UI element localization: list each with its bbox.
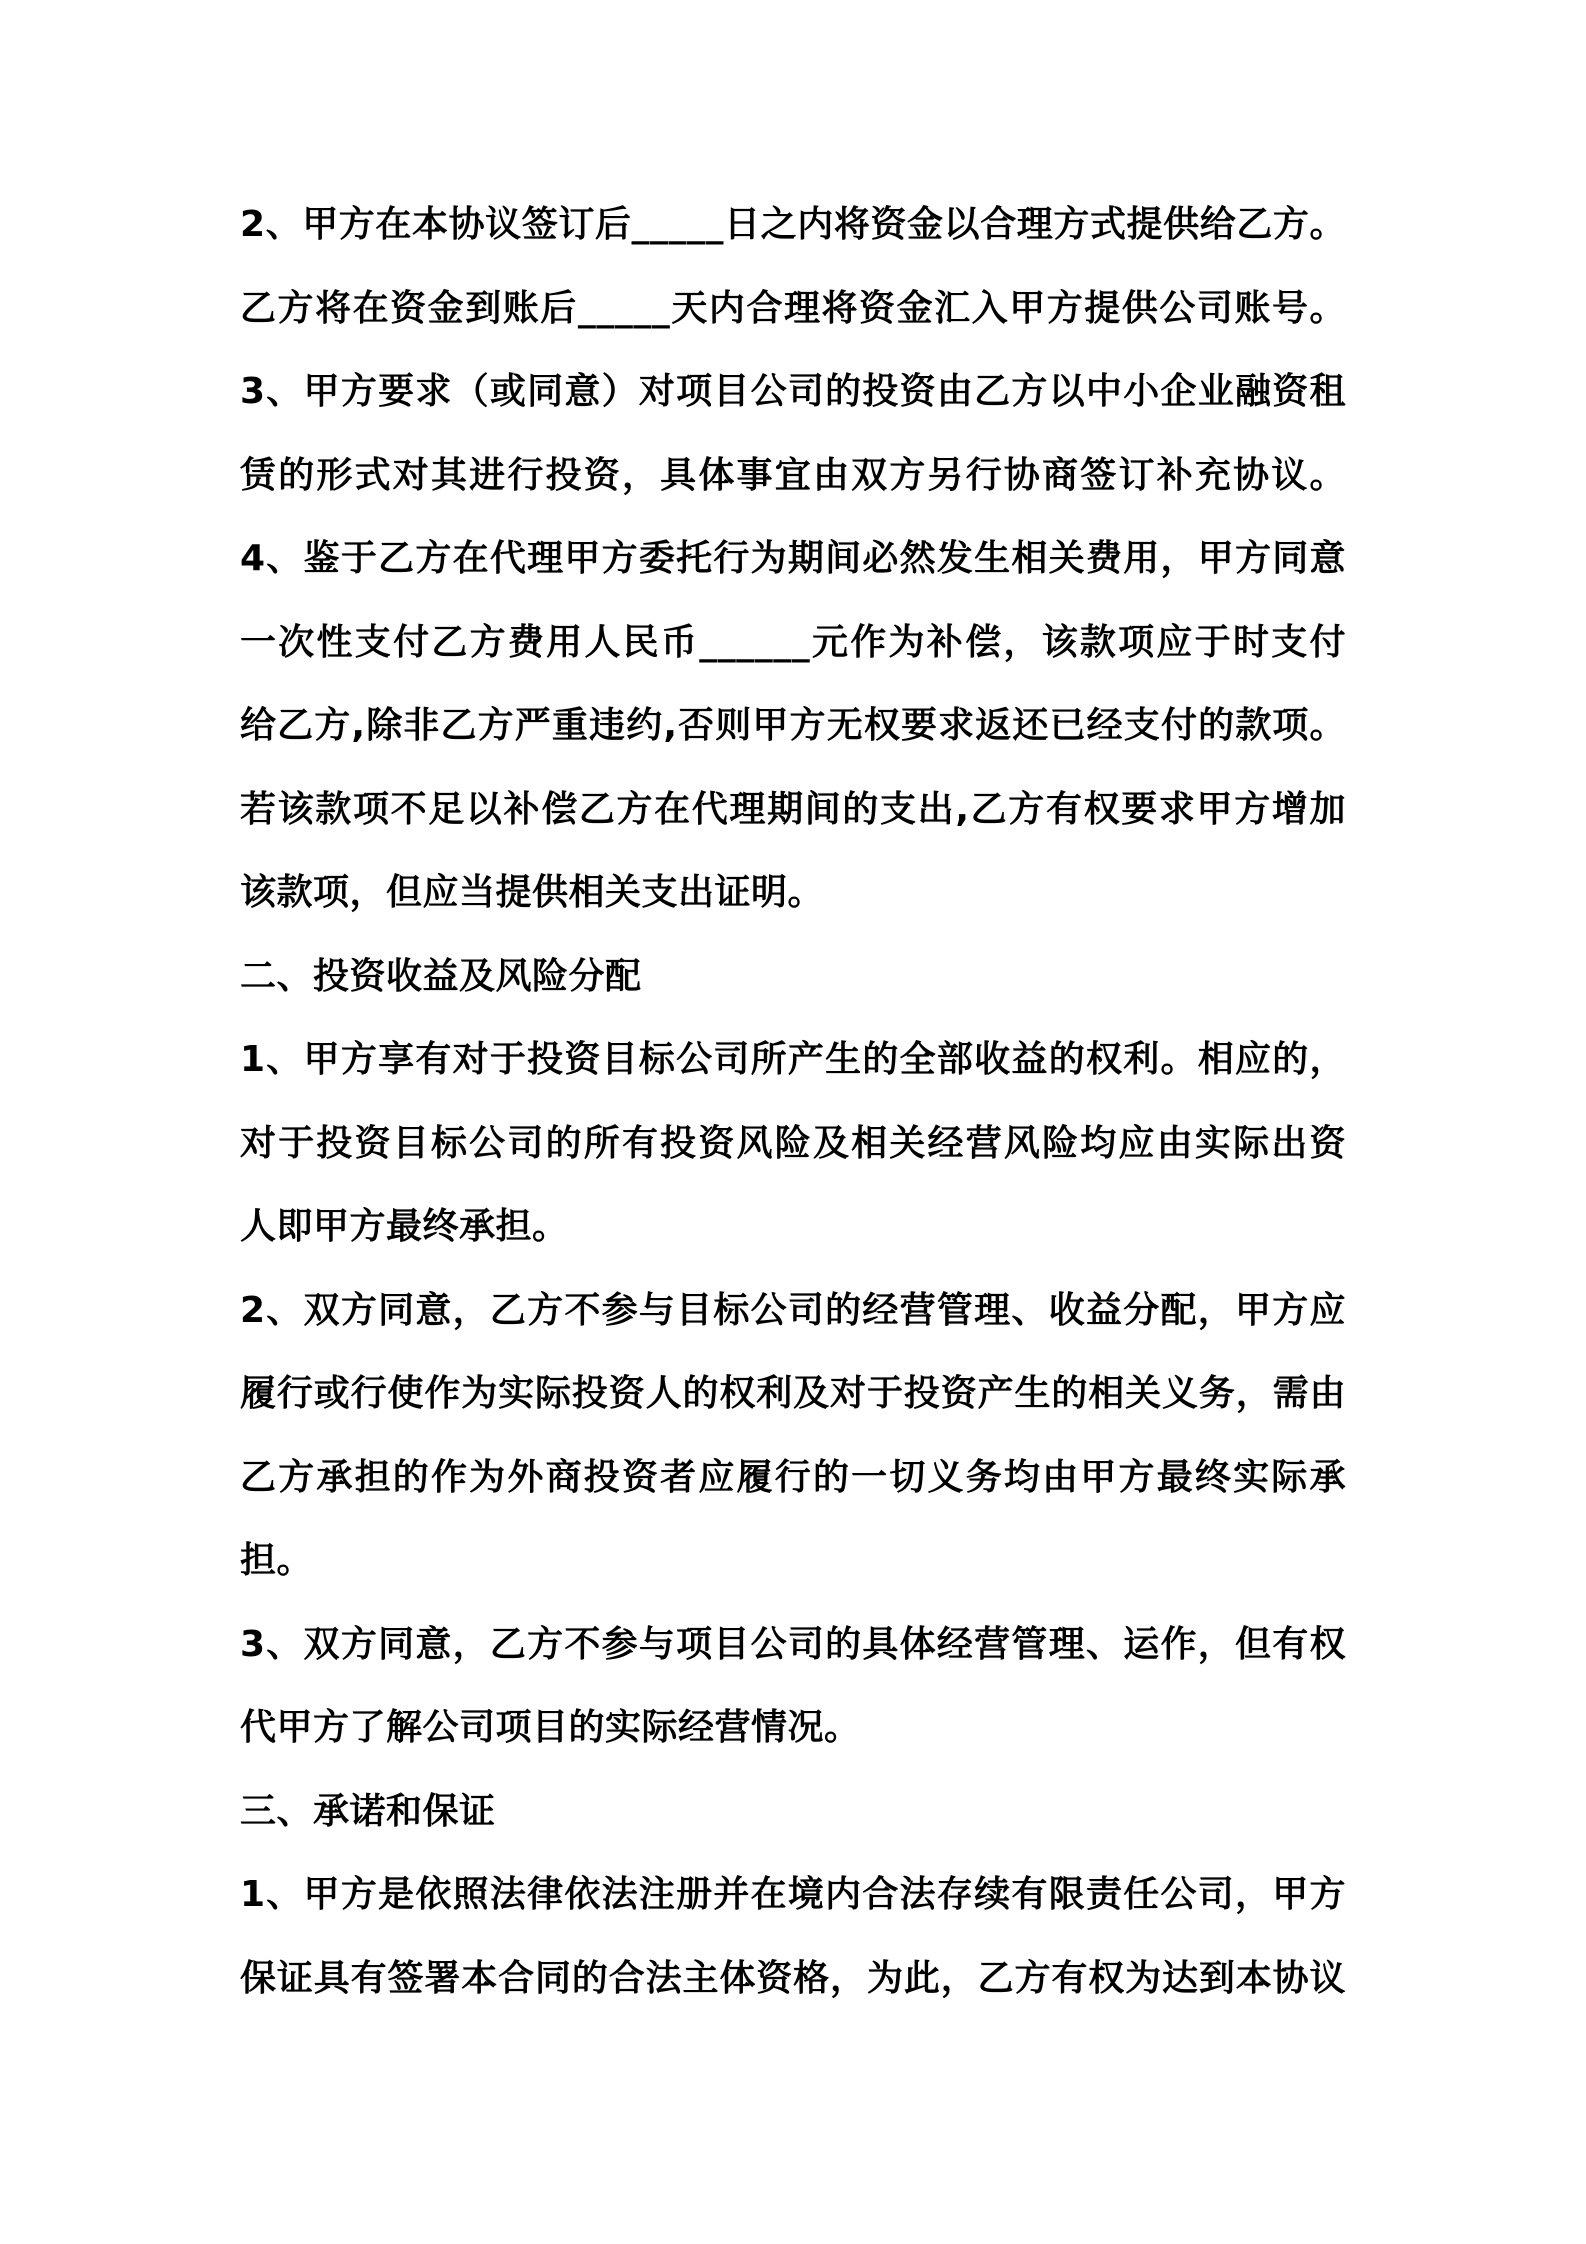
clause-line: 给乙方,除非乙方严重违约,否则甲方无权要求返还已经支付的款项。 [240,705,1346,746]
clause-line: 代甲方了解公司项目的实际经营情况。 [240,1707,861,1748]
clause-line: 对于投资目标公司的所有投资风险及相关经营风险均应由实际出资 [240,1122,1346,1164]
clause-line: 保证具有签署本合同的合法主体资格，为此，乙方有权为达到本协议 [240,1957,1346,1999]
clause-line: 担。 [240,1540,314,1581]
clause-line: 2、双方同意，乙方不参与目标公司的经营管理、收益分配，甲方应 [240,1289,1346,1331]
clause-line: 4、鉴于乙方在代理甲方委托行为期间必然发生相关费用，甲方同意 [240,538,1346,579]
clause-line: 1、甲方是依照法律依法注册并在境内合法存续有限责任公司，甲方 [240,1874,1346,1915]
section-heading: 二、投资收益及风险分配 [240,955,642,997]
document-text-block [240,183,1346,2020]
clause-line: 2、甲方在本协议签订后_____日之内将资金以合理方式提供给乙方。 [240,204,1346,245]
clause-line: 1、甲方享有对于投资目标公司所产生的全部收益的权利。相应的， [240,1039,1346,1080]
clause-line: 赁的形式对其进行投资，具体事宜由双方另行协商签订补充协议。 [240,454,1346,496]
clause-line: 乙方承担的作为外商投资者应履行的一切义务均由甲方最终实际承 [240,1456,1346,1498]
clause-line: 一次性支付乙方费用人民币______元作为补偿，该款项应于时支付 [240,621,1346,663]
clause-line: 乙方将在资金到账后_____天内合理将资金汇入甲方提供公司账号。 [240,287,1346,329]
clause-line: 若该款项不足以补偿乙方在代理期间的支出,乙方有权要求甲方增加 [240,788,1346,830]
clause-line: 人即甲方最终承担。 [240,1206,569,1247]
section-heading: 三、承诺和保证 [240,1790,496,1832]
clause-line: 3、甲方要求（或同意）对项目公司的投资由乙方以中小企业融资租 [240,371,1346,412]
clause-line: 3、双方同意，乙方不参与项目公司的具体经营管理、运作，但有权 [240,1623,1346,1665]
clause-line: 履行或行使作为实际投资人的权利及对于投资产生的相关义务，需由 [240,1373,1346,1414]
clause-line: 该款项，但应当提供相关支出证明。 [240,872,825,913]
